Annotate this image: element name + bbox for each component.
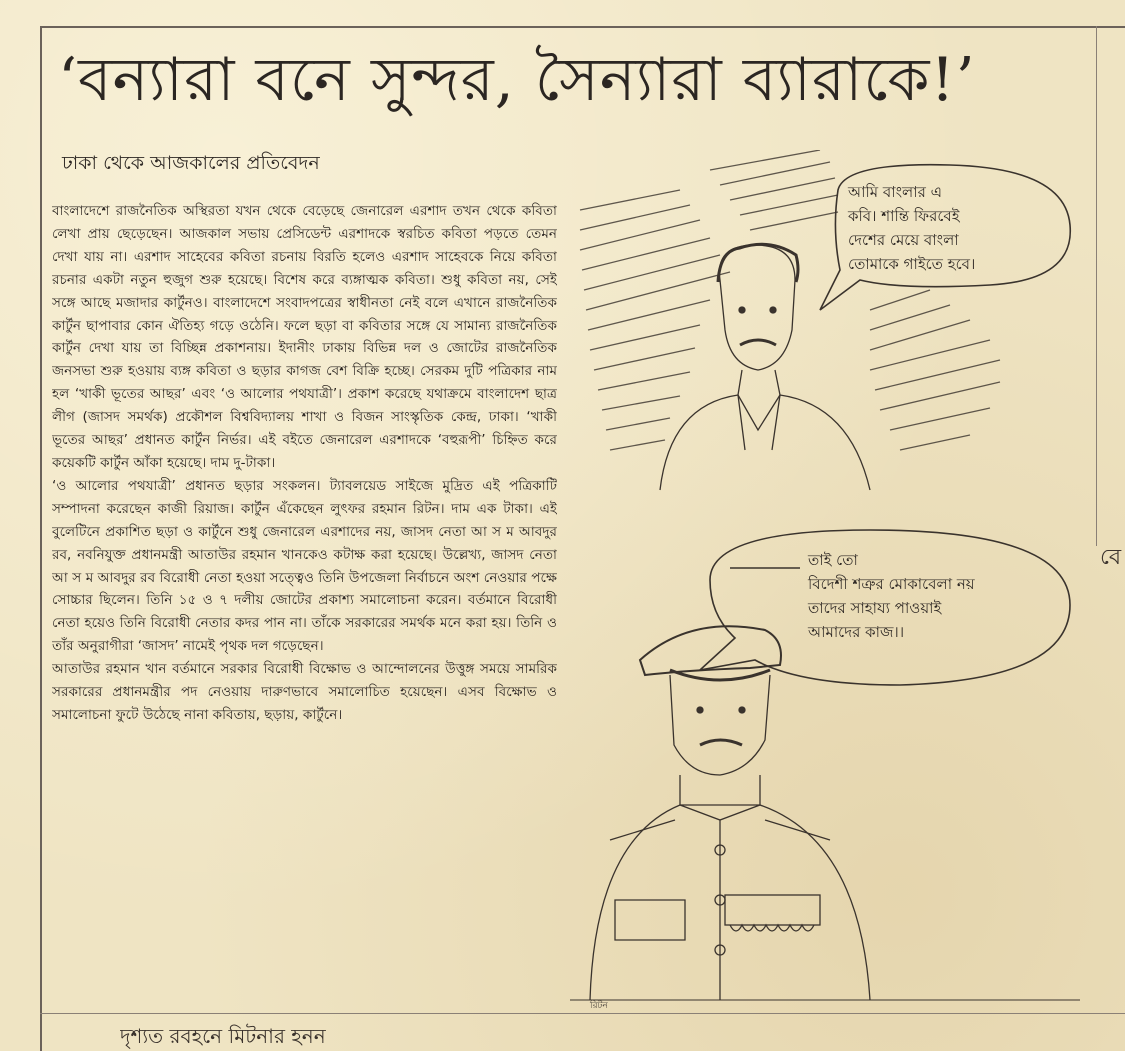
mustache: [740, 340, 776, 345]
next-article-heading: দৃশ্যত রবহনে মিটনার হনন: [120, 1024, 326, 1048]
speech-text-top: আমি বাংলার এ কবি। শান্তি ফিরবেই দেশের মেয়ে বাংলা তোমাকে গাইতে হবে।: [848, 183, 976, 273]
hair: [718, 244, 798, 282]
collar: [738, 395, 780, 450]
cartoon-top-panel: [570, 150, 1090, 500]
article-body: [52, 200, 557, 995]
speech-text-bottom: তাই তো বিদেশী শত্রুর মোকাবেলা নয় তাদের সাহায্য পাওয়াই আমাদের কাজ।।: [808, 551, 975, 641]
top-rule: [40, 26, 1125, 28]
article-paragraph: ‘ও আলোর পথযাত্রী’ প্রধানত ছড়ার সংকলন। ট্যাবলয়েড সাইজে মুদ্রিত এই পত্রিকাটি সম্পাদনা করেছেন কাজী রিয়াজ। কার্টুন এঁকেছেন লুৎফর রহমান রিটন। দাম এক টাকা। এই বুলেটিনে প্রকাশিত ছড়া ও কার্টুনে শুধু জেনারেল এরশাদের নয়, জাসদ নেতা আ স ম আবদুর রব, নবনিযুক্ত প্রধানমন্ত্রী আতাউর রহমান খানকেও কটাক্ষ করা হয়েছে। উল্লেখ্য, জাসদ নেতা আ স ম আবদুর রব বিরোধী নেতা হওয়া সত্ত্বেও তিনি উপজেলা নির্বাচনে অংশ নেওয়ার পক্ষে সোচ্চার ছিলেন। তিনি ১৫ ও ৭ দলীয় জোটের প্রকাশ্য সমালোচনা করেন। বর্তমানে বিরোধী নেতা হয়েও তিনি বিরোধী নেতার কদর পান না। তাঁকে সরকারের সমর্থক মনে করা হয়। তিনি ও তাঁর অনুরাগীরা ‘জাসদ’ নামেই পৃথক দল গড়েছেন।: [52, 477, 557, 655]
medals: [730, 925, 814, 931]
artist-signature: রিটন: [590, 1001, 608, 1011]
pocket-left: [615, 900, 685, 940]
head-outline: [719, 245, 795, 370]
hatching-left: [580, 190, 730, 450]
edge-text-fragment: বে: [1100, 545, 1122, 570]
epaulette-right: [765, 820, 830, 840]
shoulders: [660, 395, 870, 490]
officer-head: [670, 675, 770, 775]
uniform-body: [590, 805, 870, 1000]
cartoon-bottom-panel: [570, 520, 1090, 1020]
uniform-collar: [680, 775, 760, 805]
left-rule: [40, 26, 42, 1051]
medal-ribbons: [725, 895, 820, 925]
article-paragraph: বাংলাদেশে রাজনৈতিক অস্থিরতা যখন থেকে বেড়েছে জেনারেল এরশাদ তখন থেকে কবিতা লেখা প্রায় ছেড়েছেন। আজকাল সভায় প্রেসিডেন্ট এরশাদকে স্বরচিত কবিতা পড়তে তেমন দেখা যায় না। এরশাদ সাহেবের কবিতা রচনায় বিরতি হলেও এরশাদ সাহেবকে নিয়ে কবিতা রচনার একটা নতুন হুজুগ শুরু হয়েছে। বিশেষ করে ব্যঙ্গাত্মক কবিতা। শুধু কবিতা নয়, সেই সঙ্গে আছে মজাদার কার্টুনও। বাংলাদেশে সংবাদপত্রের স্বাধীনতা নেই বলে এখানে রাজনৈতিক কার্টুন ছাপাবার কোন ঐতিহ্য গড়ে ওঠেনি। ফলে ছড়া বা কবিতার সঙ্গে যে সামান্য রাজনৈতিক কার্টুন দেখা যায় তা বিচ্ছিন্ন প্রকাশনায়। ইদানীং ঢাকায় বিভিন্ন দল ও জোটের রাজনৈতিক জনসভা শুরু হওয়ায় ব্যঙ্গ কবিতা ও ছড়ার কাগজ বেশ বিক্রি হচ্ছে। সেরকম দুটি পত্রিকার নাম হল ‘খাকী ভূতের আছর’ এবং ‘ও আলোর পথযাত্রী’। প্রকাশ করেছে যথাক্রমে বাংলাদেশ ছাত্র লীগ (জাসদ সমর্থক) প্রকৌশল বিশ্ববিদ্যালয় শাখা ও বিজন সাংস্কৃতিক কেন্দ্র, ঢাকা। ‘খাকী ভূতের আছর’ প্রধানত কার্টুন নির্ভর। এই বইতে জেনারেল এরশাদকে ‘বহুরূপী’ চিহ্নিত করে কয়েকটি কার্টুন আঁকা হয়েছে। দাম দু-টাকা।: [52, 203, 557, 471]
hatching-top: [710, 150, 838, 230]
article-paragraph: আতাউর রহমান খান বর্তমানে সরকার বিরোধী বিক্ষোভ ও আন্দোলনের উত্তুঙ্গ সময়ে সামরিক সরকারের প্রধানমন্ত্রীর পদ নেওয়ায় দারুণভাবে সমালোচিত হয়েছেন। এসব বিক্ষোভ ও সমালোচনা ফুটে উঠেছে নানা কবিতায়, ছড়ায়, কার্টুনে।: [52, 661, 557, 723]
officer-mustache: [700, 740, 742, 745]
headline: ‘বন্যারা বনে সুন্দর, সৈন্যারা ব্যারাকে!’: [58, 45, 976, 115]
epaulette-left: [610, 820, 675, 840]
byline: ঢাকা থেকে আজকালের প্রতিবেদন: [62, 152, 320, 174]
hatching-right: [870, 290, 1000, 450]
neck: [738, 370, 780, 395]
